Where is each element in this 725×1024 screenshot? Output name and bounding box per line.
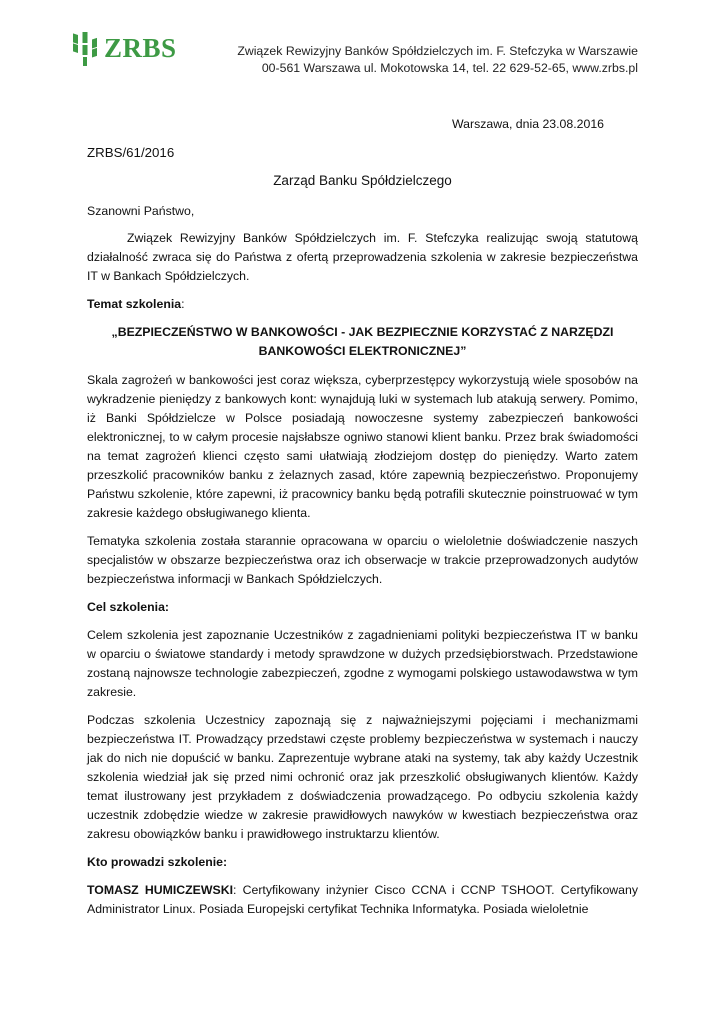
topic-label: Temat szkolenia <box>87 297 182 311</box>
letter-body <box>87 229 638 928</box>
intro-paragraph: Związek Rewizyjny Banków Spółdzielczych im. F. Stefczyka realizując swoją statutową działalność zwraca się do Państwa z ofertą przeprowadzenia szkolenia w zakresie bezpieczeństwa IT w Bankach Spółdzielczych. <box>87 231 638 283</box>
training-title-line-2: BANKOWOŚCI ELEKTRONICZNEJ” <box>258 344 467 358</box>
letterhead-address <box>237 43 638 77</box>
trainer-bio: : Certyfikowany inżynier Cisco CCNA i CCNP TSHOOT. Certyfikowany Administrator Linux. Posiada Europejski certyfikat Technika Informatyka. Posiada wieloletnie <box>87 883 638 916</box>
topic-colon: : <box>181 297 185 311</box>
org-address-line: 00-561 Warszawa ul. Mokotowska 14, tel. 22 629-52-65, www.zrbs.pl <box>261 61 638 75</box>
goal-paragraph-2: Podczas szkolenia Uczestnicy zapoznają się z najważniejszymi pojęciami i mechanizmami bezpieczeństwa IT. Prowadzący przedstawi częste problemy bezpieczeństwa w systemach i nauczy jak do nich nie dopuścić w banku. Zaprezentuje wybrane ataki na systemy, tak aby każdy Uczestnik szkolenia wiedział jak się przed nimi ochronić oraz jak przeszkolić obsługiwanych klientów. Każdy temat ilustrowany jest przykładem z doświadczenia prowadzącego. Po odbyciu szkolenia każdy uczestnik zdobędzie wiedze w zakresie prawidłowych nawyków w kwestiach bezpieczeństwa oraz zakresu obowiązków banku i prawidłowego instruktarzu klientów. <box>87 713 638 841</box>
paragraph-topics: Tematyka szkolenia została starannie opracowana w oparciu o wieloletnie doświadczenie naszych specjalistów w obszarze bezpieczeństwa oraz ich obserwacje w trakcie przeprowadzonych audytów bezpieczeństwa informacji w Bankach Spółdzielczych. <box>87 534 638 586</box>
training-title <box>87 323 638 361</box>
wheat-logo-icon <box>72 30 98 66</box>
org-name-line: Związek Rewizyjny Banków Spółdzielczych im. F. Stefczyka w Warszawie <box>237 44 638 58</box>
goal-paragraph-1: Celem szkolenia jest zapoznanie Uczestników z zagadnieniami polityki bezpieczeństwa IT w banku w oparciu o światowe standardy i metody sprawdzone w dużych przedsiębiorstwach. Przedstawione zostaną najnowsze technologie zabezpieczeń, zgodne z wymogami polskiego ustawodawstwa w tym zakresie. <box>87 628 638 699</box>
addressee: Zarząd Banku Spółdzielczego <box>273 173 452 188</box>
logo-wordmark: ZRBS <box>104 33 177 63</box>
greeting: Szanowni Państwo, <box>87 204 195 218</box>
goal-heading: Cel szkolenia: <box>87 600 170 614</box>
paragraph-threats: Skala zagrożeń w bankowości jest coraz większa, cyberprzestępcy wykorzystują wiele sposobów na wykradzenie pieniędzy z bankowych kont: wynajdują luki w systemach lub atakują serwery. Pomimo, iż Banki Spółdzielcze w Polsce posiadają nowoczesne systemy zabezpieczeń bankowości elektronicznej, to w całym procesie najsłabsze ogniwo stanowi klient banku. Przez brak świadomości na temat zagrożeń klienci często sami ułatwiają złodziejom dostęp do pieniędzy. Warto zatem przeszkolić pracowników banku z żelaznych zasad, które zapewnią bezpieczeństwo. Proponujemy Państwu szkolenie, które zapewni, iż pracownicy banku będą potrafili skutecznie poinstruować w tym zakresie każdego obsługiwanego klienta. <box>87 373 638 520</box>
topic-label-line <box>87 295 638 314</box>
reference-number: ZRBS/61/2016 <box>87 145 175 160</box>
trainer-name: TOMASZ HUMICZEWSKI <box>87 883 233 897</box>
trainer-paragraph <box>87 881 638 919</box>
zrbs-logo <box>72 30 177 66</box>
letter-date: Warszawa, dnia 23.08.2016 <box>452 117 604 131</box>
trainer-heading: Kto prowadzi szkolenie: <box>87 855 228 869</box>
training-title-line-1: „BEZPIECZEŃSTWO W BANKOWOŚCI - JAK BEZPIECZNIE KORZYSTAĆ Z NARZĘDZI <box>111 325 614 339</box>
